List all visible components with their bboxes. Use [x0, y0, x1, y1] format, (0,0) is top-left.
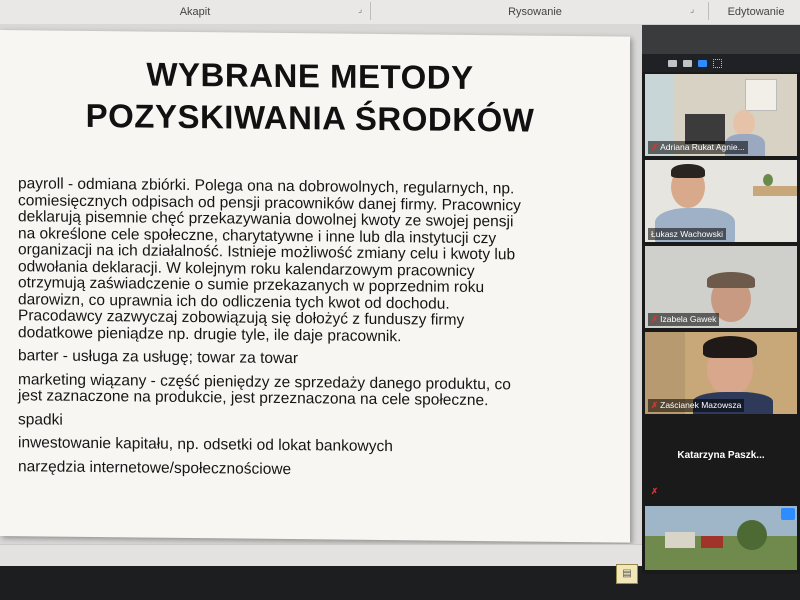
participant-name-label: ✗ Izabela Gawek — [648, 313, 719, 326]
house-background — [665, 532, 695, 548]
slide-title-line: WYBRANE METODY — [146, 55, 474, 96]
muted-mic-icon: ✗ — [651, 142, 659, 152]
muted-mic-icon: ✗ — [651, 486, 659, 496]
scroll-down-button[interactable] — [781, 508, 795, 520]
slide-canvas[interactable] — [0, 30, 630, 543]
participant-face — [733, 110, 755, 136]
shelf — [753, 186, 797, 196]
gallery-toolbar — [642, 54, 800, 72]
dialog-launcher-icon[interactable]: ⌟ — [690, 4, 695, 14]
slide-paragraph: payroll - odmiana zbiórki. Polega ona na dobrowolnych, regularnych, np. comiesięcznych odpisach od pensji pracowników danej firmy. Pracownicy deklarują pisemnie chęć przekazywania dowolnej kwoty ze swojej pensji na określone cele społeczne, charytatywne i inne lub dla instytucji czy organizacji na ich działalność. Istnieje możliwość zmiany celu i kwoty lub odwołania deklaracji. W kolejnym roku kalendarzowym pracownicy otrzymują zaświadczenie o sumie przekazanych w poprzednim roku darowizn, co uprawnia ich do odliczenia tych kwot od dochodu. Pracodawcy zazwyczaj zobowiązują się dołożyć z funduszy firmy dodatkowe pieniądze np. drugie tyle, ile daje pracownik. — [18, 175, 521, 345]
slide-paragraph: narzędzia internetowe/społecznościowe — [18, 457, 292, 478]
muted-mic-icon: ✗ — [651, 400, 659, 410]
ribbon-group-label: Rysowanie — [508, 6, 562, 18]
tree-background — [737, 520, 767, 550]
wall-poster — [745, 79, 777, 111]
participant-name-label: Łukasz Wachowski — [648, 228, 726, 240]
participant-tile[interactable] — [645, 74, 797, 156]
slide-title — [0, 52, 620, 142]
participant-tile[interactable] — [645, 418, 797, 500]
participant-tile[interactable] — [645, 332, 797, 414]
barn-background — [701, 536, 723, 548]
ribbon-separator — [708, 2, 709, 20]
dialog-launcher-icon[interactable]: ⌟ — [358, 4, 363, 14]
minimize-icon[interactable] — [668, 60, 677, 67]
participant-hair — [703, 336, 757, 358]
slide-paragraph: marketing wiązany - część pieniędzy ze sprzedaży danego produktu, co jest zaznaczone na produkcie, jest przeznaczona na cele społeczne. — [18, 370, 511, 410]
plant — [763, 174, 773, 186]
muted-mic-icon: ✗ — [651, 314, 659, 324]
participant-tile[interactable] — [645, 160, 797, 242]
ribbon-bar — [0, 0, 800, 25]
ribbon-group-label: Akapit — [179, 6, 211, 18]
participant-name-label: ✗ Adriana Rukat Agnie... — [648, 141, 748, 154]
slide-paragraph: barter - usługa za usługę; towar za towar — [18, 347, 298, 368]
normal-view-icon[interactable]: ▤ — [616, 564, 638, 584]
slide-paragraph: inwestowanie kapitału, np. odsetki od lokat bankowych — [18, 434, 393, 456]
participant-name-label — [648, 485, 663, 498]
ribbon-group-label: Edytowanie — [727, 6, 785, 18]
participant-tile[interactable] — [645, 506, 797, 570]
strip-view-icon[interactable] — [698, 60, 707, 67]
speaker-view-icon[interactable] — [683, 60, 692, 67]
ribbon-group-paragraph[interactable] — [120, 0, 270, 24]
participant-hair — [707, 272, 755, 288]
participant-hair — [671, 164, 705, 178]
slide-pane — [0, 24, 642, 544]
slide-title-line: POZYSKIWANIA ŚRODKÓW — [85, 96, 535, 139]
participant-name-label: ✗ Zaścianek Mazowsza — [648, 399, 744, 412]
participant-tile[interactable] — [645, 246, 797, 328]
ribbon-separator — [370, 2, 371, 20]
slide-body-text — [18, 176, 618, 488]
ribbon-group-drawing[interactable] — [460, 0, 610, 24]
notes-pane[interactable] — [0, 544, 642, 567]
gallery-view-icon[interactable] — [713, 59, 722, 68]
video-gallery — [642, 54, 800, 574]
chair-back — [685, 114, 725, 144]
slide-paragraph: spadki — [18, 410, 63, 429]
ribbon-group-editing[interactable] — [712, 0, 800, 24]
participant-name-center: Katarzyna Paszk... — [677, 450, 765, 461]
